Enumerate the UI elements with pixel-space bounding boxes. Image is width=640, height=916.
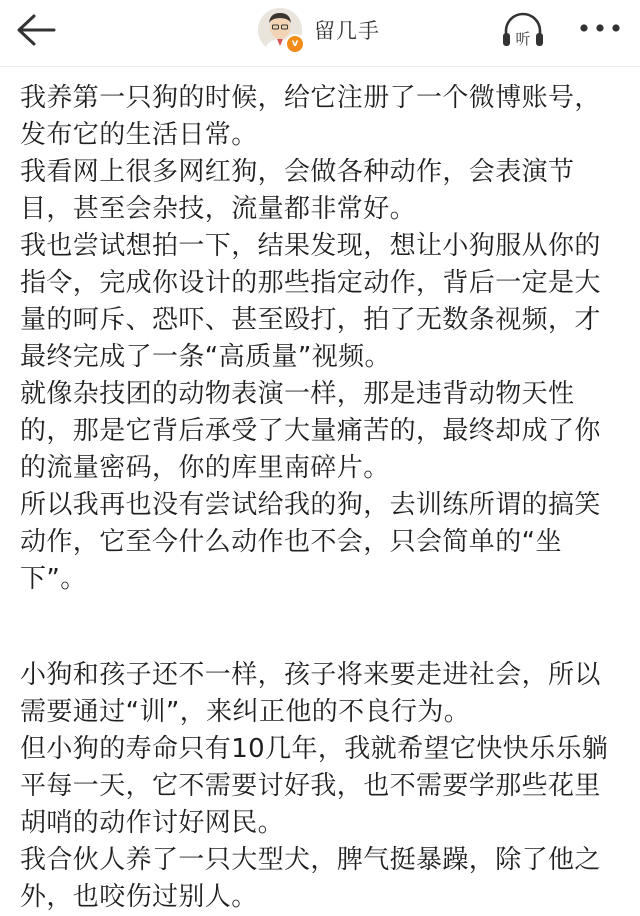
post-paragraph: 小狗和孩子还不一样，孩子将来要走进社会，所以需要通过“训”，来纠正他的不良行为。 (20, 660, 601, 727)
verified-badge: v (285, 34, 305, 54)
top-navigation-bar (0, 0, 640, 67)
post-paragraph: 我养第一只狗的时候，给它注册了一个微博账号，发布它的生活日常。 (20, 83, 601, 150)
listen-button[interactable] (500, 8, 546, 54)
more-button[interactable] (576, 16, 624, 40)
listen-label: 听 (515, 30, 531, 48)
arrow-left-icon (14, 12, 58, 48)
author-info[interactable] (258, 6, 380, 54)
more-dots-icon (576, 16, 624, 40)
post-paragraph: 我看网上很多网红狗，会做各种动作，会表演节目，甚至会杂技，流量都非常好。 (20, 157, 575, 224)
headphones-icon (500, 8, 546, 54)
post-paragraph: 就像杂技团的动物表演一样，那是违背动物天性的，那是它背后承受了大量痛苦的，最终却成了你的流量密码，你的库里南碎片。 (20, 379, 601, 483)
post-content (20, 80, 626, 916)
post-paragraph: 但小狗的寿命只有10几年，我就希望它快快乐乐躺平每一天，它不需要讨好我，也不需要学那些花里胡哨的动作讨好网民。 (20, 734, 609, 838)
paragraph-gap (20, 598, 626, 657)
post-paragraph: 我合伙人养了一只大型犬，脾气挺暴躁，除了他之外，也咬伤过别人。 (20, 845, 601, 912)
post-paragraph: 所以我再也没有尝试给我的狗，去训练所谓的搞笑动作，它至今什么动作也不会，只会简单的“坐下”。 (20, 490, 601, 594)
avatar[interactable] (258, 8, 302, 52)
back-button[interactable] (14, 12, 58, 48)
post-paragraph: 我也尝试想拍一下，结果发现，想让小狗服从你的指令，完成你设计的那些指定动作，背后一定是大量的呵斥、恐吓、甚至殴打，拍了无数条视频，才最终完成了一条“高质量”视频。 (20, 231, 601, 372)
author-name[interactable]: 留几手 (314, 19, 380, 43)
